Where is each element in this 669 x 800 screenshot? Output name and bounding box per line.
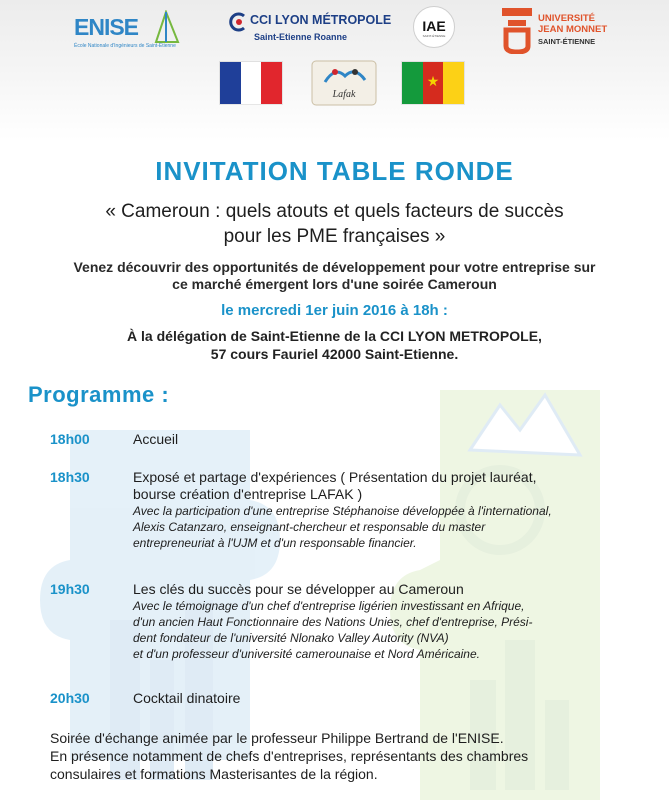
iae-logo-subtitle: SAINT-ÉTIENNE (422, 34, 446, 38)
invitation-intro (50, 259, 619, 293)
program-item-title: Exposé et partage d'expériences ( Présentation du projet lauréat, (133, 469, 537, 485)
ujm-logo-line3: SAINT-ÉTIENNE (538, 37, 596, 46)
cci-lyon-metropole-logo (228, 10, 392, 46)
program-item-detail: d'un ancien Haut Fonctionnaire des Nations Unies, chef d'entreprise, Prési- (133, 615, 533, 629)
footer-line: En présence notamment de chefs d'entreprises, représentants des chambres (50, 748, 529, 764)
lafak-logo-text: Lafak (332, 89, 356, 100)
lafak-logo (311, 60, 377, 106)
sail-icon (152, 10, 182, 44)
invitation-title: INVITATION TABLE RONDE (155, 156, 514, 186)
program-heading: Programme : (28, 382, 170, 407)
program-item (133, 690, 638, 707)
program-time: 18h30 (50, 469, 90, 485)
program-item-detail: Avec la participation d'une entreprise Stéphanoise développée à l'international, (133, 504, 552, 518)
france-flag-icon (220, 62, 282, 104)
program-item-detail: et d'un professeur d'université camerounaise et Nord Américaine. (133, 647, 480, 661)
invitation-footer (50, 729, 650, 783)
program-item-title: Les clés du succès pour se développer au Cameroun (133, 581, 464, 597)
subtitle-line: pour les PME françaises » (223, 226, 446, 247)
program-item-title: Accueil (133, 431, 179, 447)
footer-line: consulaires et formations Masterisantes de la région. (50, 766, 378, 782)
invitation-subtitle (60, 199, 609, 249)
program-time: 19h30 (50, 581, 90, 597)
enise-logo (72, 10, 182, 56)
program-item-detail: dent fondateur de l'université Nlonako Valley Autority (NVA) (133, 631, 449, 645)
program-item-title: bourse création d'entreprise LAFAK ) (133, 486, 363, 502)
ujm-logo-line2: JEAN MONNET (538, 24, 608, 35)
event-venue (80, 327, 589, 363)
cci-logo-name: CCI LYON MÉTROPOLE (250, 13, 392, 27)
ujm-emblem-icon (500, 6, 534, 54)
program-item-detail: entrepreneuriat à l'UJM et d'un responsable financier. (133, 536, 417, 550)
program-item (133, 469, 638, 551)
program-item-title: Cocktail dinatoire (133, 690, 241, 706)
cci-emblem-icon (228, 12, 248, 32)
enise-logo-text: ENISE (74, 14, 139, 40)
event-date: le mercredi 1er juin 2016 à 18h : (221, 302, 448, 319)
intro-line: ce marché émergent lors d'une soirée Cameroun (172, 276, 497, 292)
iae-logo-text: IAE (422, 18, 446, 34)
subtitle-line: « Cameroun : quels atouts et quels facteurs de succès (105, 201, 564, 222)
program-item (133, 581, 638, 662)
enise-logo-subtitle: École Nationale d'Ingénieurs de Saint-Étienne (74, 43, 176, 49)
program-item (133, 431, 638, 448)
venue-line: À la délégation de Saint-Etienne de la CCI LYON METROPOLE, (127, 328, 542, 344)
program-item-detail: Avec le témoignage d'un chef d'entreprise ligérien investissant en Afrique, (133, 599, 525, 613)
star-icon: ★ (426, 73, 440, 89)
footer-line: Soirée d'échange animée par le professeur Philippe Bertrand de l'ENISE. (50, 730, 504, 746)
program-time: 18h00 (50, 431, 90, 447)
program-time: 20h30 (50, 690, 90, 706)
venue-line: 57 cours Fauriel 42000 Saint-Etienne. (210, 346, 459, 362)
program-item-detail: Alexis Catanzaro, enseignant-chercheur et responsable du master (133, 520, 486, 534)
cameroon-flag-icon (402, 62, 464, 104)
intro-line: Venez découvrir des opportunités de développement pour votre entreprise sur (73, 259, 596, 275)
cci-logo-subtitle: Saint-Etienne Roanne (254, 32, 348, 42)
universite-jean-monnet-logo (500, 6, 620, 56)
iae-logo (413, 6, 455, 48)
ujm-logo-line1: UNIVERSITÉ (538, 13, 596, 24)
